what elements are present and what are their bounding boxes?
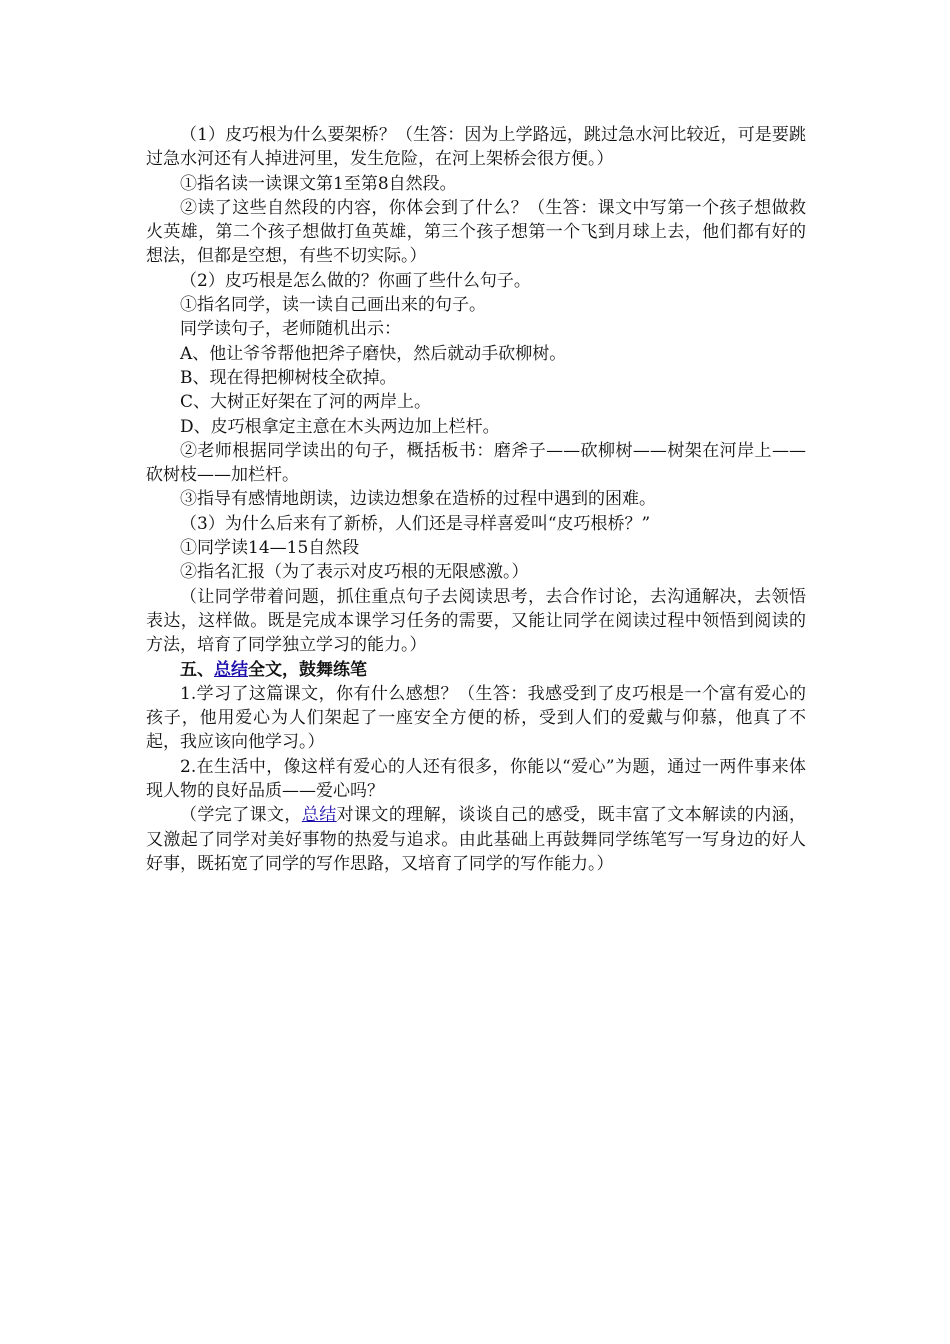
step-read-paragraph: ①指名读一读课文第1至第8自然段。 bbox=[180, 173, 457, 194]
summary-link-inline[interactable]: 总结 bbox=[301, 805, 337, 826]
section-5-heading bbox=[146, 658, 806, 682]
reflection-question-paragraph: 1.学习了这篇课文，你有什么感想？（生答：我感受到了皮巧根是一个富有爱心的孩子，他用爱心为人们架起了一座安全方便的桥，受到人们的爱戴与仰慕，他真了不起，我应该向他学习。） bbox=[146, 683, 806, 753]
heading-text: 全文，鼓舞练笔 bbox=[248, 659, 367, 680]
step-feel-paragraph: ②读了这些自然段的内容，你体会到了什么？（生答：课文中写第一个孩子想做救火英雄，第二个孩子想做打鱼英雄，第三个孩子想第一个飞到月球上去，他们都有好的想法，但都是空想，有些不切实际。） bbox=[146, 197, 806, 267]
step-name-students-paragraph: ①指名同学，读一读自己画出来的句子。 bbox=[180, 295, 486, 316]
design-note-paragraph: （让同学带着问题，抓住重点句子去阅读思考，去合作讨论，去沟通解决，去领悟表达，这样做。既是完成本课学习任务的需要，又能让同学在阅读过程中领悟到阅读的方法，培育了同学独立学习的能力。） bbox=[146, 586, 806, 656]
writing-task-paragraph: 2.在生活中，像这样有爱心的人还有很多，你能以“爱心”为题，通过一两件事来体现人物的良好品质——爱心吗？ bbox=[146, 756, 806, 802]
board-summary-paragraph: ②老师根据同学读出的句子，概括板书：磨斧子——砍柳树——树架在河岸上——砍树枝——加栏杆。 bbox=[146, 440, 806, 486]
summary-link[interactable]: 总结 bbox=[214, 659, 248, 680]
guided-reading-paragraph: ③指导有感情地朗读，边读边想象在造桥的过程中遇到的困难。 bbox=[180, 489, 656, 510]
sentence-d: D、皮巧根拿定主意在木头两边加上栏杆。 bbox=[180, 416, 500, 437]
sentence-b: B、现在得把柳树枝全砍掉。 bbox=[180, 367, 397, 388]
closing-note-start: （学完了课文， bbox=[180, 805, 302, 826]
teacher-show-paragraph: 同学读句子，老师随机出示： bbox=[180, 319, 401, 340]
report-paragraph: ②指名汇报（为了表示对皮巧根的无限感激。） bbox=[180, 562, 529, 583]
question-2-paragraph: （2）皮巧根是怎么做的？你画了些什么句子。 bbox=[180, 270, 531, 291]
question-3-paragraph: （3）为什么后来有了新桥，人们还是寻样喜爱叫“皮巧根桥？” bbox=[180, 513, 651, 534]
sentence-a: A、他让爷爷帮他把斧子磨快，然后就动手砍柳树。 bbox=[180, 343, 567, 364]
student-read-paragraph: ①同学读14—15自然段 bbox=[180, 538, 360, 559]
closing-note-paragraph bbox=[146, 803, 806, 876]
question-1-paragraph: （1）皮巧根为什么要架桥？（生答：因为上学路远，跳过急水河比较近，可是要跳过急水河还有人掉进河里，发生危险，在河上架桥会很方便。） bbox=[146, 125, 806, 170]
document-body bbox=[146, 123, 806, 876]
heading-number: 五、 bbox=[180, 659, 214, 680]
sentence-c: C、大树正好架在了河的两岸上。 bbox=[180, 392, 432, 413]
closing-note-rest: 对课文的理解，谈谈自己的感受，既丰富了文本解读的内涵，又激起了同学对美好事物的热爱与追求。由此基础上再鼓舞同学练笔写一写身边的好人好事，既拓宽了同学的写作思路，又培育了同学的写作能力。） bbox=[146, 805, 807, 874]
